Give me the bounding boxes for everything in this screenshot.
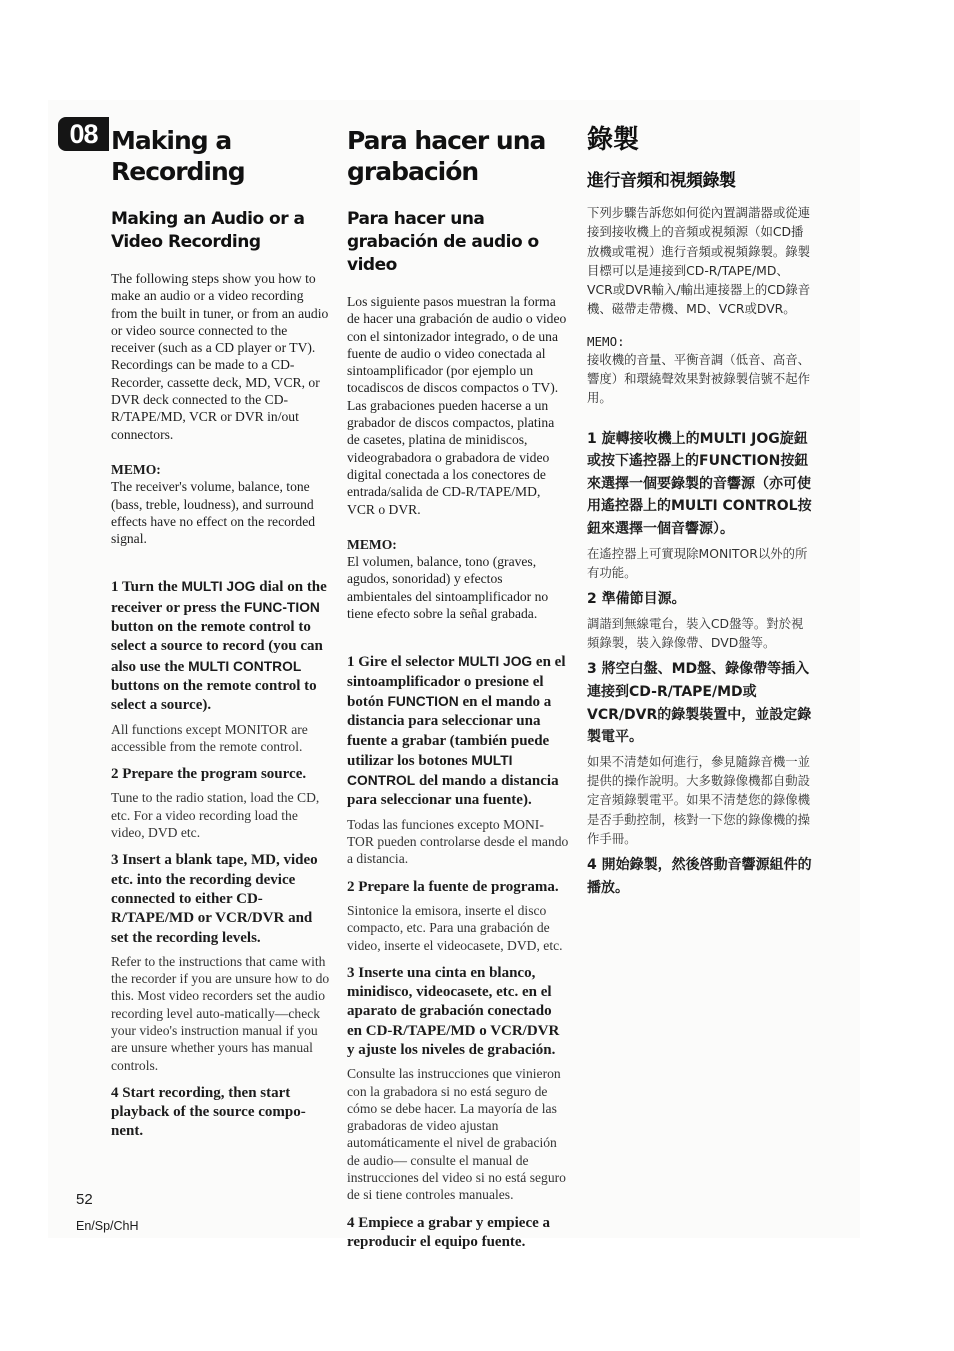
- english-intro: The following steps show you how to make an audio or a video recording from the built in tuner, or from an audio or video source connected to the receiver (such as a CD player or TV). Recordings can be made to a CD-Recorder, cassette deck, MD, VCR, or DVR deck connected to the CD-R/TAPE/MD, VCR or DVR in/out connectors.: [111, 271, 329, 442]
- spanish-step-4: 4 Empiece a grabar y empiece a reproducir el equipo fuente.: [347, 1214, 551, 1250]
- chinese-step-3-note: 如果不清楚如何進行，參見隨錄音機一並提供的操作說明。大多數錄像機都自動設定音頻錄製電平。如果不清楚您的錄像機是否手動控制，核對一下您的錄像機的操作手冊。: [587, 753, 811, 846]
- chinese-memo-label: MEMO:: [587, 333, 625, 349]
- spanish-intro: Los siguiente pasos muestran la forma de hacer una grabación de audio o video con el sintonizador integrado, o de una fuente de audio o video conectada al sintoamplificador (por ejemplo un tocadiscos de discos compactos o TV). Las grabaciones pueden hacerse a un grabador de discos compactos, platina de casetes, platina de minidiscos, videograbadora o grabadora de video digital conectada a los conectores de entrada/salida de CD-R/TAPE/MD, VCR o DVR.: [347, 294, 567, 517]
- chinese-step-1-note: 在遙控器上可實現除MONITOR以外的所有功能。: [587, 545, 808, 580]
- english-subtitle: Making an Audio or a Video Recording: [111, 209, 305, 252]
- english-step-4: 4 Start recording, then start playback of the source compo-nent.: [111, 1084, 306, 1140]
- english-column: [111, 125, 331, 1142]
- spanish-step-1: 1 Gire el selector MULTI JOG en el sintoamplificador o presione el botón FUNCTION en el mando a distancia para seleccionar una fuente a grabar (también puede utilizar los botones MULTI CONTROL del mando a distancia para seleccionar una fuente).: [347, 654, 566, 809]
- chinese-step-2-note: 調諧到無線電台，裝入CD盤等。對於視頻錄製，裝入錄像帶、DVD盤等。: [587, 615, 804, 651]
- spanish-step-2-note: Sintonice la emisora, inserte el disco compacto, etc. Para una grabación de video, inserte el videocasete, DVD, etc.: [347, 902, 563, 953]
- english-memo: The receiver's volume, balance, tone (bass, treble, loudness), and surround effects have no effect on the recorded signal.: [111, 479, 316, 547]
- english-step-2: 2 Prepare the program source.: [111, 766, 307, 783]
- english-step-3-note: Refer to the instructions that came with the recorder if you are unsure how to do this. Most video recorders set the audio recording level auto-matically—check your video's instruction manual if you are unsure whether yours has manual controls.: [111, 953, 330, 1073]
- chinese-title: 錄製: [587, 125, 640, 155]
- chinese-step-3: 3 將空白盤、MD盤、錄像帶等插入連接到CD-R/TAPE/MD或VCR/DVR的錄製裝置中，並設定錄製電平。: [587, 661, 812, 746]
- chinese-step-4: 4 開始錄製，然後啓動音響源組件的播放。: [587, 857, 812, 896]
- chinese-intro: 下列步驟告訴您如何從內置調諧器或從連接到接收機上的音頻或視頻源（如CD播放機或電視）進行音頻或視頻錄製。錄製目標可以是連接到CD-R/TAPE/MD、VCR或DVR輸入/輸出連接器上的CD錄音機、磁帶走帶機、MD、VCR或DVR。: [587, 205, 811, 317]
- spanish-title: Para hacer una grabación: [347, 126, 546, 186]
- chinese-column: [587, 125, 813, 899]
- english-step-2-note: Tune to the radio station, load the CD, etc. For a video recording load the video, DVD etc.: [111, 790, 320, 841]
- english-step-1: 1 Turn the MULTI JOG dial on the receiver or press the FUNC-TION button on the remote control to select a source to record (you can also use the MULTI CONTROL buttons on the remote control to select a source).: [111, 579, 327, 714]
- page-number: 52: [76, 1191, 93, 1208]
- chinese-memo: 接收機的音量、平衡音調（低音、高音、響度）和環繞聲效果對被錄製信號不起作用。: [587, 351, 811, 406]
- spanish-column: [347, 125, 569, 1252]
- english-memo-label: MEMO:: [111, 461, 161, 477]
- spanish-step-3-note: Consulte las instrucciones que vinieron con la grabadora si no está seguro de cómo se debe hacer. La mayoría de las grabadoras de video ajustan automáticamente el nivel de grabación de audio— consulte el manual de instrucciones del video si no está seguro de si tiene controles manuales.: [347, 1066, 566, 1203]
- english-step-3: 3 Insert a blank tape, MD, video etc. into the recording device connected to either CD-R/TAPE/MD or VCR/DVR and set the recording levels.: [111, 852, 318, 946]
- chinese-step-1: 1 旋轉接收機上的MULTI JOG旋鈕或按下遙控器上的FUNCTION按鈕來選擇一個要錄製的音響源（亦可使用遙控器上的MULTI CONTROL按鈕來選擇一個音響源）。: [587, 430, 812, 538]
- spanish-step-1-note: Todas las funciones excepto MONI-TOR pueden controlarse desde el mando a distancia.: [347, 816, 569, 867]
- spanish-step-3: 3 Inserte una cinta en blanco, minidisco, videocasete, etc. en el aparato de grabación conectado en CD-R/TAPE/MD o VCR/DVR y ajuste los niveles de grabación.: [347, 964, 560, 1058]
- chapter-badge: 08: [58, 117, 109, 151]
- spanish-memo-label: MEMO:: [347, 536, 397, 552]
- english-step-1-note: All functions except MONITOR are accessible from the remote control.: [111, 721, 308, 754]
- language-code: En/Sp/ChH: [76, 1219, 139, 1233]
- spanish-memo: El volumen, balance, tono (graves, agudos, sonoridad) y efectos ambientales del sintoamplificador no tiene efecto sobre la señal grabada.: [347, 554, 549, 622]
- chinese-subtitle: 進行音頻和視頻錄製: [587, 171, 736, 191]
- english-title: Making a Recording: [111, 126, 245, 186]
- spanish-step-2: 2 Prepare la fuente de programa.: [347, 878, 559, 895]
- spanish-subtitle: Para hacer una grabación de audio o video: [347, 209, 539, 275]
- chinese-step-2: 2 準備節目源。: [587, 591, 686, 608]
